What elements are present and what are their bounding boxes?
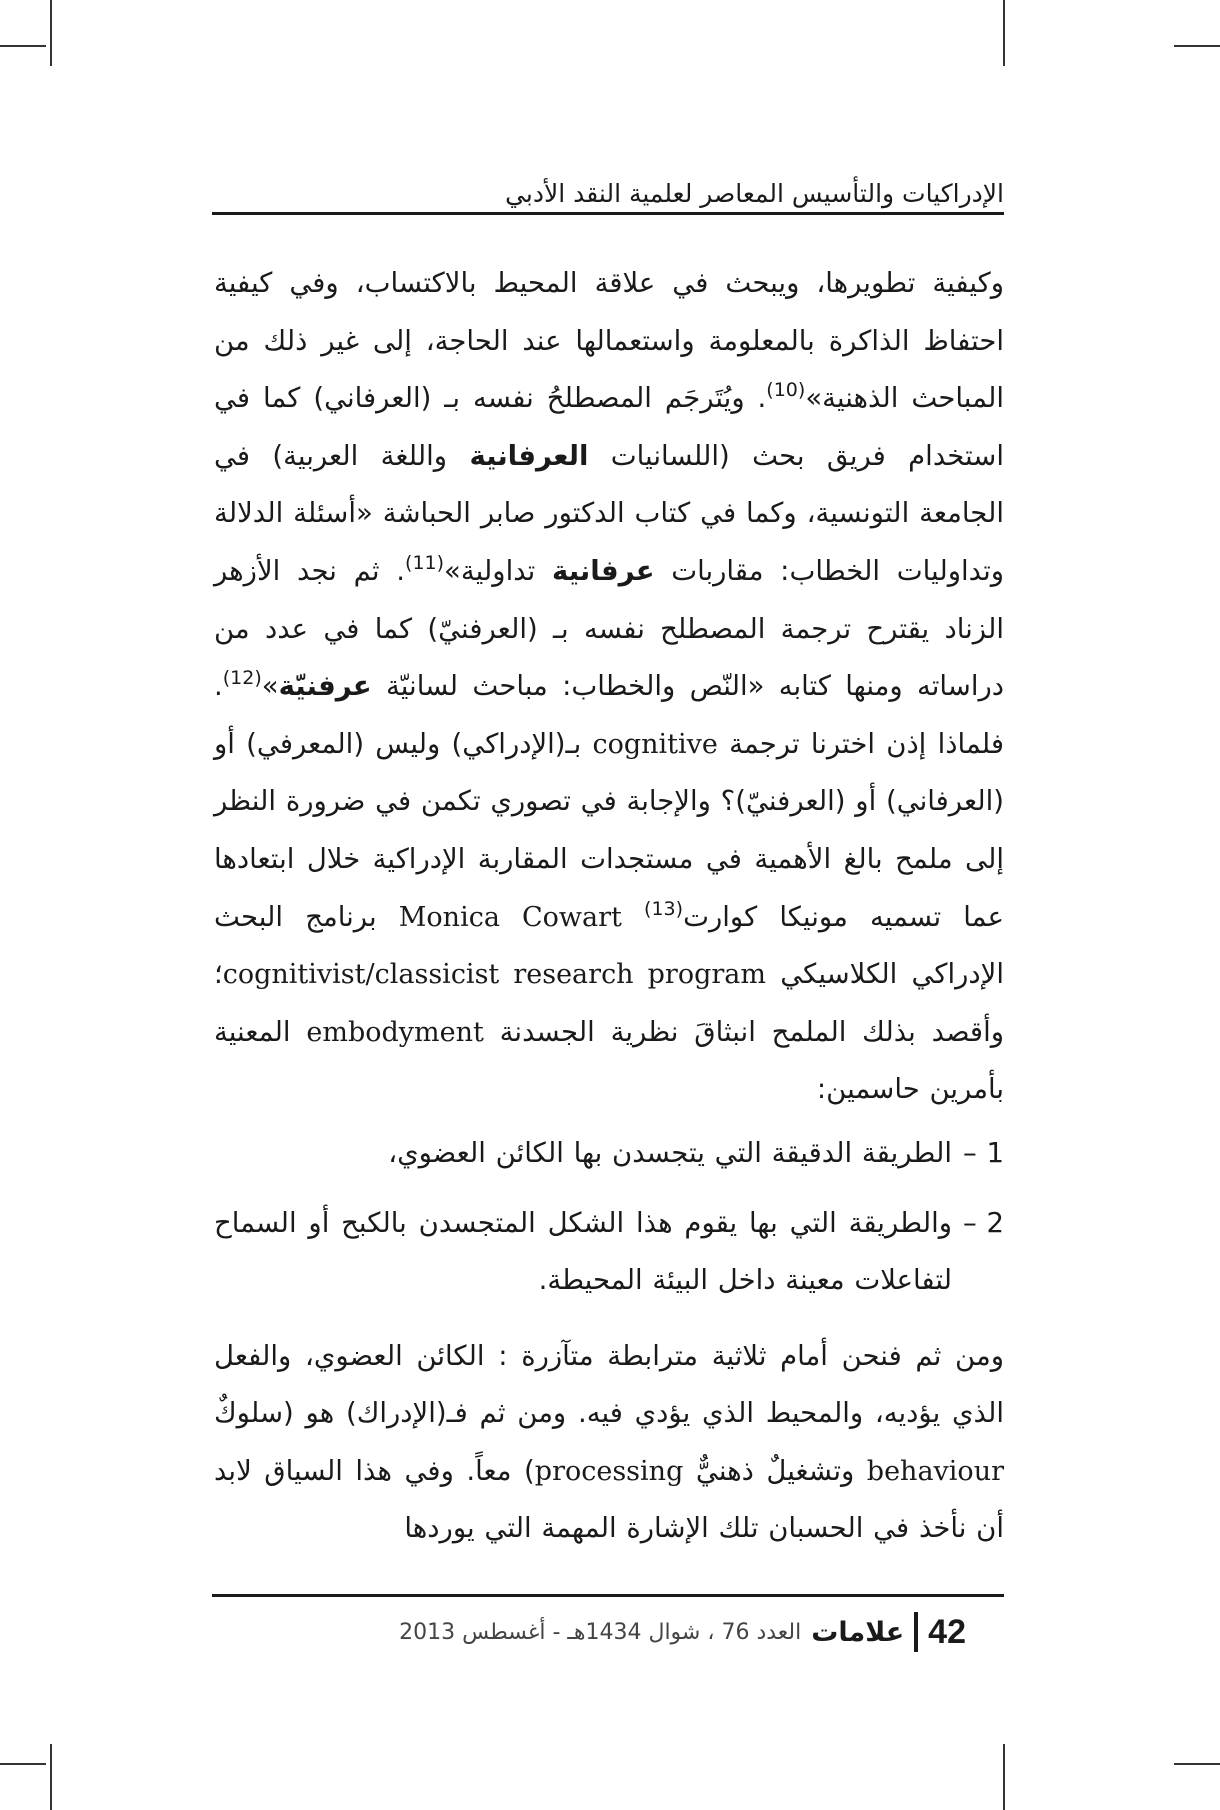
crop-mark — [50, 0, 52, 66]
numbered-list — [214, 1125, 1004, 1310]
page-footer — [212, 1604, 1004, 1660]
page-number: 42 — [928, 1612, 966, 1651]
body-text — [214, 255, 1004, 1558]
crop-mark — [0, 1763, 46, 1765]
list-item — [214, 1125, 1004, 1183]
list-number: 1 – — [963, 1136, 1004, 1169]
latin-term: Monica Cowart — [398, 901, 622, 933]
closing-paragraph: ومن ثم فنحن أمام ثلاثية مترابطة متآزرة : الكائن العضوي، والفعل الذي يؤديه، والمحيط الذي يؤدي فيه. ومن ثم فـ(الإدراك) هو (سلوكٌ behaviour وتشغيلٌ ذهنيٌّ processing) معاً. وفي هذا السياق لابد أن نأخذ في الحسبان تلك الإشارة المهمة التي يوردها — [214, 1339, 1004, 1545]
crop-mark — [0, 45, 46, 47]
crop-mark — [50, 1744, 52, 1810]
list-text: والطريقة التي بها يقوم هذا الشكل المتجسدن بالكبح أو السماح لتفاعلات معينة داخل البيئة المحيطة. — [214, 1206, 952, 1297]
bold-term: عرفانية — [552, 554, 655, 587]
latin-term: behaviour — [866, 1455, 1004, 1487]
footnote-ref[interactable]: (12) — [222, 667, 262, 690]
header-rule — [212, 212, 1004, 215]
running-head: الإدراكيات والتأسيس المعاصر لعلمية النقد الأدبي — [505, 179, 1004, 208]
list-text: الطريقة الدقيقة التي يتجسدن بها الكائن العضوي، — [388, 1136, 952, 1169]
latin-term: embodyment — [306, 1016, 484, 1048]
latin-term: cognitive — [592, 728, 718, 760]
main-paragraph: وكيفية تطويرها، ويبحث في علاقة المحيط بالاكتساب، وفي كيفية احتفاظ الذاكرة بالمعلومة واستعمالها عند الحاجة، إلى غير ذلك من المباحث الذهنية»$^{(10)}$. ويُتَرجَم المصطلحُ نفسه بـ (العرفاني) كما في استخدام فريق بحث (اللسانيات العرفانية واللغة العربية) في الجامعة التونسية، وكما في كتاب الدكتور صابر الحباشة «أسئلة الدلالة وتداوليات الخطاب: مقاربات عرفانية تداولية»$^{(11)}$. ثم نجد الأزهر الزناد يقترح ترجمة المصطلح نفسه بـ (العرفنيّ) كما في عدد من دراساته ومنها كتابه «النّص والخطاب: مباحث لسانيّة عرفنيّة»$^{(12)}$. فلماذا إذن اخترنا ترجمة cognitive بـ(الإدراكي) وليس (المعرفي) أو (العرفاني) أو (العرفنيّ)؟ والإجابة في تصوري تكمن في ضرورة النظر إلى ملمح بالغ الأهمية في مستجدات المقاربة الإدراكية خلال ابتعادها عما تسميه مونيكا كوارت$^{(13)}$ Monica Cowart برنامج البحث الإدراكي الكلاسيكي cognitivist/classicist research program؛ وأقصد بذلك الملمح انبثاقَ نظرية الجسدنة embodyment المعنية بأمرين حاسمين: — [214, 267, 1005, 1106]
latin-term: cognitivist/classicist research program — [222, 959, 766, 991]
footnote-ref[interactable]: (13) — [644, 897, 684, 920]
footnote-ref[interactable]: (10) — [766, 379, 806, 402]
footer-rule — [212, 1594, 1004, 1597]
journal-logo: علامات — [811, 1616, 905, 1648]
list-number: 2 – — [963, 1206, 1004, 1239]
bold-term: العرفانية — [469, 439, 589, 472]
footnote-ref[interactable]: (11) — [405, 551, 445, 574]
crop-mark — [1174, 1763, 1220, 1765]
crop-mark — [1174, 45, 1220, 47]
latin-term: processing — [534, 1455, 684, 1487]
crop-mark — [1003, 0, 1005, 66]
crop-mark — [1003, 1744, 1005, 1810]
bold-term: عرفنيّة — [278, 670, 372, 703]
issue-info: العدد 76 ، شوال 1434هـ - أغسطس 2013 — [399, 1619, 802, 1645]
list-item — [214, 1195, 1004, 1310]
footer-divider — [914, 1612, 918, 1652]
